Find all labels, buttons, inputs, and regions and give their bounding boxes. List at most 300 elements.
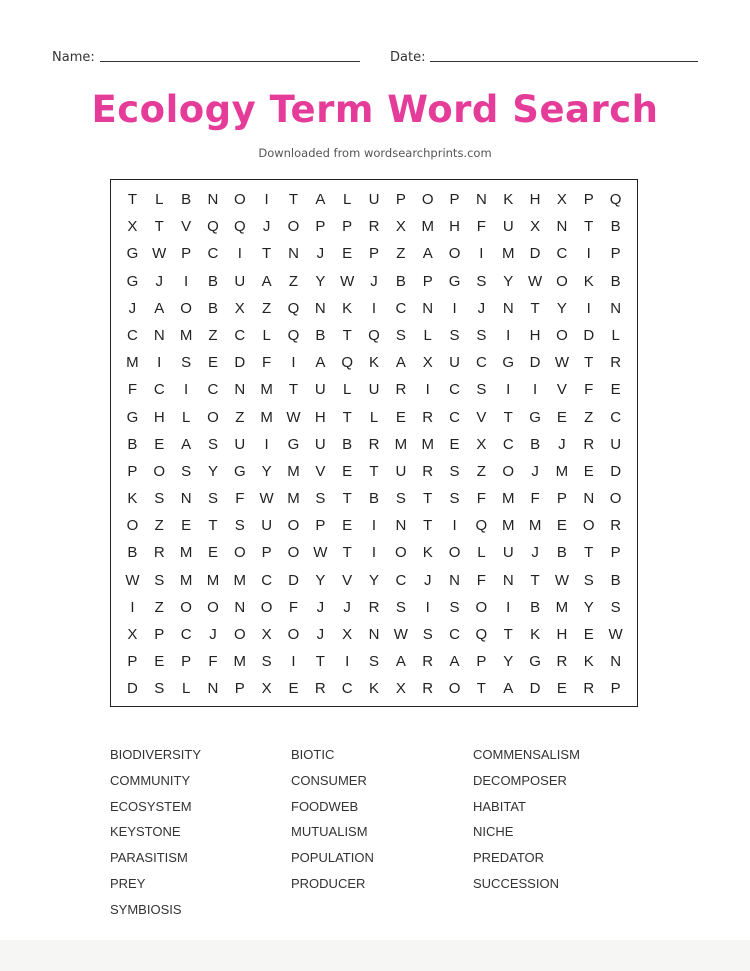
grid-cell: O [126, 517, 139, 535]
grid-cell: U [314, 435, 326, 453]
grid-cell: T [154, 218, 164, 236]
grid-row [119, 349, 629, 376]
grid-cell: E [556, 408, 567, 426]
grid-cell: K [583, 653, 594, 671]
grid-cell: U [314, 381, 326, 399]
grid-cell: F [476, 571, 486, 589]
grid-cell: P [610, 245, 621, 263]
footer-band [0, 940, 750, 971]
grid-cell: S [181, 354, 192, 372]
word-list [110, 746, 670, 926]
grid-cell: X [261, 626, 272, 643]
grid-cell: T [503, 626, 513, 643]
grid-cell: M [233, 653, 247, 671]
grid-cell: W [608, 626, 623, 643]
grid-cell: O [153, 462, 166, 480]
grid-cell: Y [315, 571, 326, 589]
grid-cell: H [529, 326, 541, 344]
grid-cell: Q [475, 626, 488, 643]
grid-cell: G [529, 408, 541, 426]
grid-cell: V [476, 408, 487, 426]
grid-cell: G [233, 462, 246, 480]
word-item: ECOSYSTEM [110, 798, 192, 814]
name-label: Name: [52, 50, 95, 65]
grid-cell: I [586, 299, 591, 317]
grid-cell: O [421, 191, 434, 208]
grid-cell: B [530, 435, 541, 453]
grid-cell: L [181, 680, 191, 698]
grid-cell: P [315, 218, 326, 236]
grid-cell: O [287, 544, 300, 562]
grid-cell: F [208, 653, 218, 671]
grid-cell: N [610, 653, 622, 671]
grid-cell: I [371, 544, 377, 562]
grid-cell: E [395, 408, 406, 426]
grid-cell: M [260, 381, 273, 399]
grid-cell: M [555, 598, 569, 616]
grid-cell: N [288, 245, 299, 263]
grid-cell: C [207, 245, 219, 263]
date-label: Date: [390, 50, 426, 65]
grid-cell: W [527, 272, 543, 290]
grid-cell: O [448, 544, 461, 562]
grid-cell: L [262, 326, 271, 344]
grid-cell: U [395, 462, 407, 480]
grid-cell: I [506, 381, 511, 399]
grid-cell: M [287, 490, 300, 508]
grid-cell: J [262, 218, 271, 236]
grid-cell: T [342, 544, 352, 562]
grid-cell: J [370, 272, 378, 290]
word-item: HABITAT [473, 798, 526, 814]
grid-cell: O [287, 517, 300, 535]
grid-cell: M [394, 435, 408, 453]
grid-cell: N [207, 191, 219, 208]
grid-cell: B [369, 490, 380, 508]
grid-cell: M [126, 354, 139, 372]
grid-cell: X [234, 299, 245, 317]
word-column [473, 746, 653, 901]
grid-cell: C [261, 571, 273, 589]
grid-cell: W [313, 544, 328, 562]
grid-cell: R [368, 598, 380, 616]
grid-row [119, 186, 629, 213]
grid-cell: O [207, 408, 219, 426]
grid-cell: T [503, 408, 513, 426]
grid-cell: P [342, 218, 353, 236]
grid-cell: P [610, 680, 621, 698]
grid-cell: N [153, 326, 165, 344]
grid-cell: P [449, 191, 460, 208]
grid-cell: M [421, 435, 434, 453]
word-column [110, 746, 290, 927]
grid-cell: B [610, 218, 621, 236]
grid-cell: L [343, 381, 352, 399]
grid-cell: S [476, 272, 487, 290]
grid-cell: T [127, 191, 137, 208]
grid-cell: K [503, 191, 514, 208]
grid-cell: P [181, 245, 192, 263]
grid-cell: A [154, 299, 165, 317]
grid-cell: P [234, 680, 245, 698]
grid-row [119, 295, 629, 322]
grid-cell: P [422, 272, 433, 290]
grid-cell: O [287, 626, 300, 643]
grid-cell: S [449, 462, 460, 480]
grid-cell: E [207, 354, 218, 372]
grid-cell: S [315, 490, 326, 508]
grid-cell: Q [207, 218, 219, 236]
grid-cell: A [395, 653, 406, 671]
grid-cell: G [529, 653, 541, 671]
grid-cell: J [316, 598, 325, 616]
grid-cell: A [315, 354, 326, 372]
grid-cell: D [610, 462, 622, 480]
grid-cell: L [611, 326, 620, 344]
grid-row [119, 512, 629, 539]
grid-cell: P [369, 245, 380, 263]
grid-cell: X [422, 354, 433, 372]
grid-cell: O [448, 680, 461, 698]
grid-cell: O [207, 598, 219, 616]
grid-cell: A [315, 191, 326, 208]
grid-cell: J [423, 571, 432, 589]
grid-row [119, 648, 629, 675]
grid-cell: R [395, 381, 407, 399]
grid-cell: N [395, 517, 407, 535]
grid-cell: S [449, 326, 460, 344]
grid-cell: N [502, 299, 514, 317]
grid-cell: Z [208, 326, 218, 344]
word-item: PREDATOR [473, 850, 545, 866]
grid-cell: R [556, 653, 568, 671]
word-item: SYMBIOSIS [110, 901, 182, 917]
grid-cell: U [449, 354, 460, 372]
grid-cell: F [584, 381, 594, 399]
grid-cell: P [127, 462, 138, 480]
grid-cell: P [154, 626, 165, 643]
grid-cell: F [288, 598, 299, 616]
grid-cell: E [181, 517, 192, 535]
date-field-line[interactable] [430, 61, 698, 62]
grid-cell: I [452, 517, 457, 535]
word-item: PRODUCER [291, 875, 366, 891]
grid-cell: G [287, 435, 300, 453]
grid-cell: L [423, 326, 432, 344]
grid-cell: N [314, 299, 326, 317]
grid-cell: C [207, 381, 219, 399]
grid-cell: B [127, 544, 138, 562]
grid-cell: X [530, 218, 541, 236]
grid-cell: Y [503, 653, 514, 671]
grid-cell: B [181, 191, 192, 208]
grid-cell: T [342, 326, 352, 344]
grid-cell: C [395, 571, 407, 589]
grid-cell: D [529, 354, 541, 372]
grid-cell: V [181, 218, 192, 236]
grid-cell: E [556, 517, 567, 535]
grid-cell: K [583, 272, 594, 290]
grid-cell: N [368, 626, 380, 643]
grid-cell: B [207, 299, 218, 317]
grid-cell: T [476, 680, 486, 698]
grid-cell: O [448, 245, 461, 263]
grid-cell: E [342, 517, 353, 535]
grid-cell: F [476, 490, 486, 508]
grid-cell: C [234, 326, 246, 344]
grid-cell: O [502, 462, 515, 480]
grid-cell: P [395, 191, 406, 208]
word-item: POPULATION [291, 850, 374, 866]
grid-cell: X [395, 218, 406, 236]
grid-cell: B [207, 272, 218, 290]
grid-cell: T [369, 462, 379, 480]
grid-cell: S [395, 490, 406, 508]
grid-cell: N [583, 490, 595, 508]
source-subtitle: Downloaded from wordsearchprints.com [258, 146, 492, 160]
grid-cell: B [315, 326, 326, 344]
grid-cell: D [583, 326, 595, 344]
grid-cell: S [369, 653, 380, 671]
grid-cell: O [233, 626, 246, 643]
word-item: NICHE [473, 824, 514, 840]
grid-cell: J [209, 626, 217, 643]
grid-cell: K [342, 299, 353, 317]
grid-cell: I [345, 653, 350, 671]
grid-cell: M [501, 245, 515, 263]
grid-cell: Q [287, 326, 300, 344]
grid-cell: R [583, 435, 595, 453]
grid-cell: J [531, 544, 539, 562]
grid-cell: X [556, 191, 567, 208]
word-item: KEYSTONE [110, 824, 181, 840]
grid-cell: I [371, 299, 377, 317]
grid-cell: E [342, 462, 353, 480]
grid-cell: R [422, 408, 434, 426]
name-field-line[interactable] [100, 61, 360, 62]
grid-cell: O [260, 598, 273, 616]
grid-cell: Y [207, 462, 218, 480]
grid-cell: T [342, 408, 352, 426]
grid-cell: P [261, 544, 272, 562]
grid-cell: R [314, 680, 326, 698]
grid-cell: O [609, 490, 622, 508]
grid-cell: R [422, 680, 434, 698]
grid-row [119, 621, 629, 648]
grid-cell: T [584, 354, 594, 372]
grid-cell: T [315, 653, 325, 671]
grid-cell: S [207, 490, 218, 508]
grid-cell: G [448, 272, 461, 290]
grid-cell: J [558, 435, 566, 453]
grid-cell: I [506, 326, 511, 344]
grid-cell: P [181, 653, 192, 671]
grid-cell: N [449, 571, 460, 589]
grid-cell: M [287, 462, 300, 480]
grid-cell: U [261, 517, 273, 535]
grid-cell: R [368, 218, 380, 236]
page-title: Ecology Term Word Search [91, 88, 659, 131]
grid-cell: H [449, 218, 460, 236]
grid-cell: S [395, 598, 406, 616]
word-item: COMMENSALISM [473, 747, 580, 762]
grid-cell: T [530, 571, 540, 589]
grid-cell: W [152, 245, 167, 263]
grid-cell: G [502, 354, 515, 372]
grid-cell: K [422, 544, 433, 562]
grid-cell: W [125, 571, 140, 589]
grid-cell: C [610, 408, 622, 426]
grid-cell: T [288, 191, 299, 208]
grid-cell: I [264, 191, 269, 208]
grid-row [119, 213, 629, 240]
grid-cell: W [393, 626, 408, 643]
grid-cell: A [261, 272, 272, 290]
grid-cell: B [610, 272, 621, 290]
grid-row [119, 322, 629, 349]
grid-cell: A [395, 354, 406, 372]
grid-cell: H [153, 408, 165, 426]
grid-cell: W [554, 571, 569, 589]
grid-cell: F [235, 490, 245, 508]
grid-cell: Z [584, 408, 594, 426]
grid-cell: N [475, 191, 487, 208]
grid-cell: Z [396, 245, 406, 263]
grid-cell: T [262, 245, 272, 263]
grid-cell: D [529, 245, 541, 263]
grid-cell: D [529, 680, 541, 698]
grid-cell: F [127, 381, 137, 399]
grid-cell: Z [476, 462, 486, 480]
grid-cell: B [530, 598, 541, 616]
grid-cell: I [586, 245, 591, 263]
grid-cell: D [288, 571, 299, 589]
grid-cell: L [343, 191, 352, 208]
grid-cell: O [287, 218, 300, 236]
grid-cell: N [207, 680, 219, 698]
grid-cell: C [127, 326, 138, 344]
word-item: PREY [110, 875, 146, 891]
grid-cell: C [449, 408, 460, 426]
grid-cell: I [184, 381, 189, 399]
word-item: SUCCESSION [473, 875, 559, 891]
grid-cell: T [584, 544, 594, 562]
grid-cell: L [155, 191, 164, 208]
grid-cell: Y [583, 598, 594, 616]
grid-cell: X [261, 680, 272, 698]
grid-cell: X [342, 626, 353, 643]
grid-cell: U [234, 272, 246, 290]
grid-cell: B [127, 435, 138, 453]
grid-cell: W [259, 490, 274, 508]
grid-cell: O [233, 544, 246, 562]
grid-cell: N [234, 381, 246, 399]
grid-cell: C [449, 626, 460, 643]
grid-cell: O [556, 272, 568, 290]
grid-cell: O [180, 598, 192, 616]
grid-cell: F [476, 218, 486, 236]
grid-cell: C [502, 435, 514, 453]
grid-cell: U [502, 544, 514, 562]
grid-cell: N [610, 299, 622, 317]
grid-cell: C [153, 381, 165, 399]
grid-cell: P [610, 544, 621, 562]
grid-cell: I [130, 598, 135, 616]
grid-cell: I [506, 598, 511, 616]
grid-cell: N [234, 598, 246, 616]
grid-cell: J [316, 245, 325, 263]
grid-cell: L [477, 544, 486, 562]
grid-cell: H [314, 408, 326, 426]
grid-cell: T [342, 490, 352, 508]
grid-cell: Z [154, 598, 164, 616]
grid-cell: Z [235, 408, 245, 426]
word-item: COMMUNITY [110, 772, 191, 788]
grid-cell: M [233, 571, 247, 589]
grid-cell: K [530, 626, 541, 643]
grid-cell: J [343, 598, 351, 616]
grid-cell: K [369, 354, 380, 372]
grid-cell: P [127, 653, 138, 671]
grid-cell: W [340, 272, 355, 290]
grid-cell: I [291, 653, 296, 671]
word-item: DECOMPOSER [473, 772, 567, 788]
grid-cell: J [128, 299, 137, 317]
grid-cell: X [395, 680, 406, 698]
grid-cell: R [153, 544, 165, 562]
grid-cell: Y [556, 299, 567, 317]
grid-cell: S [449, 598, 460, 616]
grid-cell: I [264, 435, 269, 453]
grid-cell: Q [287, 299, 300, 317]
grid-cell: P [556, 490, 567, 508]
grid-cell: E [154, 435, 165, 453]
grid-cell: G [126, 408, 139, 426]
word-item: FOODWEB [291, 798, 359, 814]
grid-row [119, 404, 629, 431]
grid-cell: C [475, 354, 487, 372]
grid-cell: P [476, 653, 487, 671]
grid-cell: E [288, 680, 299, 698]
grid-cell: S [154, 490, 165, 508]
grid-cell: O [556, 326, 568, 344]
grid-cell: T [584, 218, 594, 236]
grid-cell: V [556, 381, 567, 399]
grid-cell: E [342, 245, 353, 263]
grid-cell: I [157, 354, 162, 372]
grid-cell: Q [609, 191, 622, 208]
grid-row [119, 376, 629, 403]
grid-cell: M [206, 571, 220, 589]
grid-cell: S [261, 653, 272, 671]
grid-cell: S [207, 435, 218, 453]
word-search-grid [110, 179, 638, 707]
grid-cell: Q [233, 218, 246, 236]
grid-row [119, 458, 629, 485]
grid-cell: O [180, 299, 192, 317]
grid-cell: U [502, 218, 514, 236]
grid-cell: E [207, 544, 218, 562]
grid-cell: Z [262, 299, 272, 317]
grid-cell: G [126, 272, 139, 290]
grid-cell: M [501, 517, 515, 535]
grid-cell: Z [288, 272, 299, 290]
grid-cell: S [583, 571, 594, 589]
grid-cell: C [341, 680, 353, 698]
grid-cell: L [181, 408, 191, 426]
grid-cell: M [501, 490, 515, 508]
header-fields [52, 48, 698, 68]
